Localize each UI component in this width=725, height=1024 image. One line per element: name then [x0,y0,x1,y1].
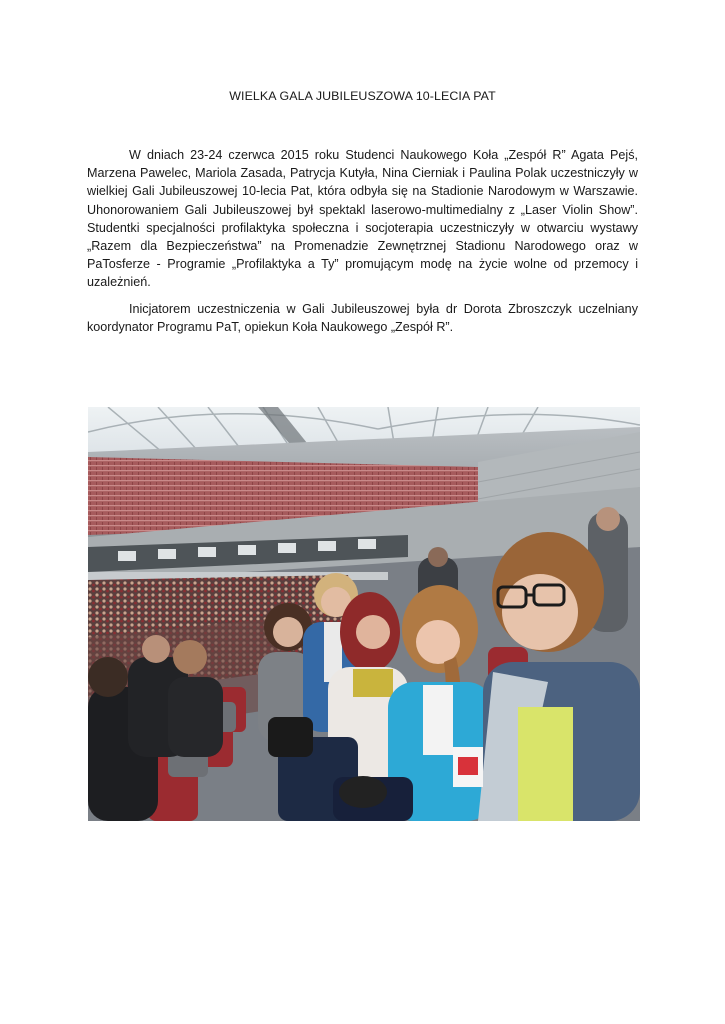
stadium-group-photo [88,407,640,821]
paragraph-2-text: Inicjatorem uczestniczenia w Gali Jubileuszowej była dr Dorota Zbroszczyk uczelniany koordynator Programu PaT, opiekun Koła Naukowego „Zespół R”. [87,302,638,335]
paragraph-1-text: W dniach 23-24 czerwca 2015 roku Studenci Naukowego Koła „Zespół R” Agata Pejś, Marzena Pawelec, Mariola Zasada, Patrycja Kutyła, Nina Cierniak i Paulina Polak uczestniczyły w wielkiej Gali Jubileuszowej 10-lecia Pat, która odbyła się na Stadionie Narodowym w Warszawie. Uhonorowaniem Gali Jubileuszowej był spektakl laserowo-multimedialny z „Laser Violin Show”. Studentki specjalności profilaktyka społeczna i socjoterapia uczestniczyły w otwarciu wystawy „Razem dla Bezpieczeństwa” na Promenadzie Zewnętrznej Stadionu Narodowego oraz w PaTosferze - Programie „Profilaktyka a Ty” promującym modę na życie wolne od przemocy i uzależnień. [87,148,638,290]
document-title: WIELKA GALA JUBILEUSZOWA 10-LECIA PAT [229,89,496,103]
paragraph-1 [87,146,638,292]
paragraph-2 [87,300,638,336]
photo-illustration [88,407,640,821]
